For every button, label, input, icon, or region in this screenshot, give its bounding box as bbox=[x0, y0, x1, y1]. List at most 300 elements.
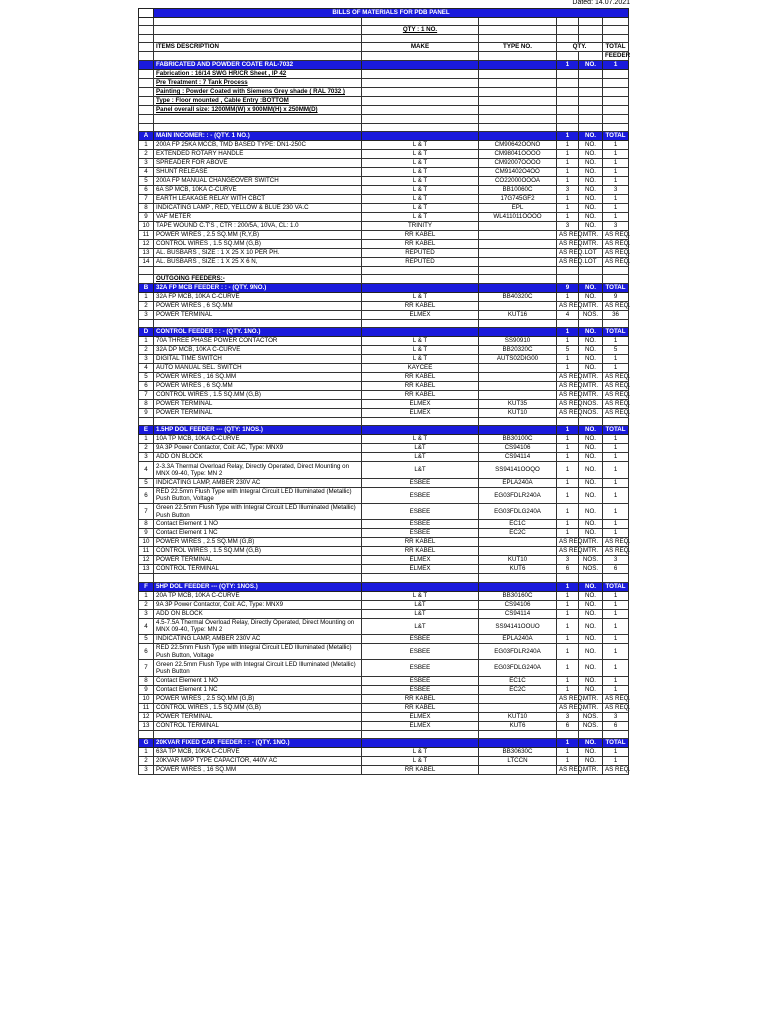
row-unit: NO. bbox=[579, 591, 603, 600]
row-type: WL411011OOOO bbox=[479, 212, 557, 221]
row-type: KUT35 bbox=[479, 400, 557, 409]
row-unit: MTR. bbox=[579, 538, 603, 547]
row-type bbox=[479, 301, 557, 310]
row-type bbox=[479, 257, 557, 266]
blank-cell bbox=[362, 52, 479, 61]
blank-cell bbox=[154, 115, 362, 123]
blank-cell bbox=[362, 79, 479, 88]
row-description: 9A 3P Power Contactor, Coil: AC, Type: MNX9 bbox=[154, 600, 362, 609]
blank-cell bbox=[154, 574, 362, 582]
table-row bbox=[139, 538, 629, 547]
table-row bbox=[139, 167, 629, 176]
row-unit: NO. bbox=[579, 478, 603, 487]
blank-cell bbox=[557, 70, 579, 79]
row-total: 1 bbox=[603, 203, 629, 212]
blank-cell bbox=[154, 266, 362, 274]
row-total: 1 bbox=[603, 487, 629, 503]
table-row bbox=[139, 382, 629, 391]
blank-cell bbox=[579, 266, 603, 274]
outgoing-label: OUTGOING FEEDERS:- bbox=[154, 274, 362, 283]
blank-cell bbox=[603, 88, 629, 97]
row-make: L & T bbox=[362, 591, 479, 600]
table-row bbox=[139, 203, 629, 212]
row-make: ELMEX bbox=[362, 721, 479, 730]
section-unit: NO. bbox=[579, 328, 603, 337]
row-description: POWER WIRES , 6 SQ.MM bbox=[154, 301, 362, 310]
section-unit: NO. bbox=[579, 283, 603, 292]
blank-row bbox=[139, 18, 629, 26]
header-feeder: FEEDER bbox=[603, 52, 629, 61]
row-qty: AS REQ. bbox=[557, 409, 579, 418]
blank-cell bbox=[362, 730, 479, 738]
row-type: EG03FDLG240A bbox=[479, 504, 557, 520]
section-title: MAIN INCOMER: : - (QTY. 1 NO.) bbox=[154, 131, 362, 140]
fabrication-line: Pre Treatment : 7 Tank Process bbox=[154, 79, 362, 88]
blank-cell bbox=[362, 18, 479, 26]
row-qty: 1 bbox=[557, 149, 579, 158]
section-qty: 1 bbox=[557, 582, 579, 591]
row-sn: 4 bbox=[139, 462, 154, 478]
row-sn: 5 bbox=[139, 635, 154, 644]
row-qty: AS REQ. bbox=[557, 547, 579, 556]
row-unit: NO. bbox=[579, 203, 603, 212]
row-make: L&T bbox=[362, 444, 479, 453]
row-qty: 1 bbox=[557, 212, 579, 221]
row-sn: 2 bbox=[139, 600, 154, 609]
row-sn: 1 bbox=[139, 591, 154, 600]
row-qty: AS REQ. bbox=[557, 538, 579, 547]
blank-cell bbox=[603, 18, 629, 26]
row-type bbox=[479, 373, 557, 382]
fabrication-line-row bbox=[139, 106, 629, 115]
blank-cell bbox=[579, 106, 603, 115]
row-description: ADD ON BLOCK bbox=[154, 609, 362, 618]
row-qty: 1 bbox=[557, 355, 579, 364]
blank-cell bbox=[362, 328, 479, 337]
row-total: 3 bbox=[603, 221, 629, 230]
row-total: 1 bbox=[603, 453, 629, 462]
row-make: L & T bbox=[362, 435, 479, 444]
row-description: POWER TERMINAL bbox=[154, 409, 362, 418]
row-unit: NO. bbox=[579, 748, 603, 757]
blank-cell bbox=[579, 574, 603, 582]
row-qty: 1 bbox=[557, 453, 579, 462]
row-make: TRINITY bbox=[362, 221, 479, 230]
row-sn: 3 bbox=[139, 453, 154, 462]
row-make: ELMEX bbox=[362, 400, 479, 409]
section-total: TOTAL bbox=[603, 426, 629, 435]
blank-cell bbox=[579, 97, 603, 106]
row-unit: NO. bbox=[579, 635, 603, 644]
row-total: AS REQ. bbox=[603, 239, 629, 248]
header-row-2 bbox=[139, 52, 629, 61]
row-make: ESBEE bbox=[362, 676, 479, 685]
blank-cell bbox=[579, 26, 603, 35]
section-header-row bbox=[139, 283, 629, 292]
blank-cell bbox=[603, 26, 629, 35]
table-row bbox=[139, 609, 629, 618]
row-unit: NO. bbox=[579, 504, 603, 520]
header-make: MAKE bbox=[362, 43, 479, 52]
row-make: RR KABEL bbox=[362, 230, 479, 239]
table-row bbox=[139, 504, 629, 520]
row-make: RR KABEL bbox=[362, 538, 479, 547]
blank-cell bbox=[139, 274, 154, 283]
row-make: L & T bbox=[362, 176, 479, 185]
row-description: 32A DP MCB, 10KA C-CURVE bbox=[154, 346, 362, 355]
blank-cell bbox=[154, 319, 362, 327]
blank-cell bbox=[362, 574, 479, 582]
row-sn: 5 bbox=[139, 373, 154, 382]
table-row bbox=[139, 248, 629, 257]
blank-cell bbox=[479, 283, 557, 292]
row-type: KUT10 bbox=[479, 712, 557, 721]
fabrication-unit: NO. bbox=[579, 61, 603, 70]
blank-cell bbox=[603, 79, 629, 88]
table-row bbox=[139, 600, 629, 609]
row-sn: 2 bbox=[139, 444, 154, 453]
section-total: TOTAL bbox=[603, 328, 629, 337]
row-type: EC1C bbox=[479, 676, 557, 685]
blank-cell bbox=[479, 115, 557, 123]
row-description: 20A TP MCB, 10KA C-CURVE bbox=[154, 591, 362, 600]
table-row bbox=[139, 694, 629, 703]
table-row bbox=[139, 556, 629, 565]
row-make: ESBEE bbox=[362, 504, 479, 520]
section-qty: 1 bbox=[557, 426, 579, 435]
section-total: TOTAL bbox=[603, 283, 629, 292]
row-qty: 1 bbox=[557, 609, 579, 618]
row-total: AS REQ. bbox=[603, 391, 629, 400]
row-unit: NO. bbox=[579, 529, 603, 538]
row-type bbox=[479, 239, 557, 248]
table-row bbox=[139, 703, 629, 712]
blank-cell bbox=[479, 61, 557, 70]
row-total: 1 bbox=[603, 444, 629, 453]
outgoing-row bbox=[139, 274, 629, 283]
table-row bbox=[139, 487, 629, 503]
row-type bbox=[479, 230, 557, 239]
row-make: ESBEE bbox=[362, 644, 479, 660]
blank-cell bbox=[139, 70, 154, 79]
row-type: KUT10 bbox=[479, 556, 557, 565]
fabrication-line-row bbox=[139, 79, 629, 88]
table-row bbox=[139, 257, 629, 266]
blank-cell bbox=[557, 574, 579, 582]
row-type: BB30100C bbox=[479, 435, 557, 444]
row-sn: 7 bbox=[139, 660, 154, 676]
table-row bbox=[139, 230, 629, 239]
table-row bbox=[139, 676, 629, 685]
section-qty: 9 bbox=[557, 283, 579, 292]
row-description: 70A THREE PHASE POWER CONTACTOR bbox=[154, 337, 362, 346]
fabrication-total: 1 bbox=[603, 61, 629, 70]
blank-cell bbox=[479, 131, 557, 140]
row-type: BB30160C bbox=[479, 591, 557, 600]
row-total: 1 bbox=[603, 337, 629, 346]
row-description: CONTROL TERMINAL bbox=[154, 565, 362, 574]
blank-cell bbox=[479, 274, 557, 283]
blank-cell bbox=[154, 18, 362, 26]
row-qty: 1 bbox=[557, 757, 579, 766]
row-make: L&T bbox=[362, 609, 479, 618]
row-sn: 3 bbox=[139, 310, 154, 319]
section-header-row bbox=[139, 328, 629, 337]
row-type: CM92007OOOO bbox=[479, 158, 557, 167]
dated-label: Dated: 14.07.2021 bbox=[572, 0, 630, 6]
table-row bbox=[139, 660, 629, 676]
row-qty: 1 bbox=[557, 478, 579, 487]
row-unit: MTR. bbox=[579, 766, 603, 775]
row-qty: AS REQ. bbox=[557, 400, 579, 409]
blank-cell bbox=[479, 70, 557, 79]
row-sn: 14 bbox=[139, 257, 154, 266]
row-sn: 6 bbox=[139, 382, 154, 391]
row-sn: 8 bbox=[139, 676, 154, 685]
blank-cell bbox=[479, 97, 557, 106]
row-type bbox=[479, 248, 557, 257]
row-unit: NOS. bbox=[579, 400, 603, 409]
row-type: CM90642OONO bbox=[479, 140, 557, 149]
row-description: POWER WIRES , 16 SQ.MM bbox=[154, 373, 362, 382]
row-type: CM91402O4OO bbox=[479, 167, 557, 176]
row-description: CONTROL WIRES , 1.5 SQ.MM (G,B) bbox=[154, 239, 362, 248]
row-sn: 9 bbox=[139, 529, 154, 538]
row-type bbox=[479, 766, 557, 775]
blank-cell bbox=[479, 574, 557, 582]
row-unit: NO. bbox=[579, 346, 603, 355]
row-unit: NO. bbox=[579, 600, 603, 609]
row-qty: AS REQ. bbox=[557, 301, 579, 310]
fabrication-line: Fabrication : 16/14 SWG HR/CR Sheet , IP 42 bbox=[154, 70, 362, 79]
blank-cell bbox=[579, 88, 603, 97]
blank-cell bbox=[557, 266, 579, 274]
table-row bbox=[139, 409, 629, 418]
header-total: TOTAL bbox=[603, 43, 629, 52]
blank-cell bbox=[557, 52, 579, 61]
row-qty: 1 bbox=[557, 660, 579, 676]
row-total: 1 bbox=[603, 609, 629, 618]
blank-cell bbox=[557, 274, 579, 283]
row-qty: AS REQ. bbox=[557, 230, 579, 239]
blank-cell bbox=[362, 131, 479, 140]
blank-cell bbox=[139, 266, 154, 274]
row-unit: NO. bbox=[579, 212, 603, 221]
row-qty: 1 bbox=[557, 520, 579, 529]
blank-cell bbox=[479, 35, 557, 43]
blank-cell bbox=[139, 319, 154, 327]
row-unit: NO. bbox=[579, 149, 603, 158]
row-make: ELMEX bbox=[362, 310, 479, 319]
row-type: EC2C bbox=[479, 529, 557, 538]
table-row bbox=[139, 194, 629, 203]
section-title: CONTROL FEEDER : : - (QTY. 1NO.) bbox=[154, 328, 362, 337]
table-row bbox=[139, 529, 629, 538]
row-make: RR KABEL bbox=[362, 373, 479, 382]
row-type: EG03FDLR240A bbox=[479, 487, 557, 503]
row-description: POWER WIRES , 2.5 SQ.MM (G,B) bbox=[154, 694, 362, 703]
row-description: RED 22.5mm Flush Type with Integral Circuit LED Illuminated (Metallic) Push Button, Voltage bbox=[154, 487, 362, 503]
row-type: KUT6 bbox=[479, 565, 557, 574]
row-description: Contact Element 1 NO bbox=[154, 676, 362, 685]
row-unit: MTR. bbox=[579, 373, 603, 382]
row-qty: 1 bbox=[557, 194, 579, 203]
blank-cell bbox=[603, 106, 629, 115]
row-total: AS REQ. bbox=[603, 694, 629, 703]
row-description: ADD ON BLOCK bbox=[154, 453, 362, 462]
row-sn: 12 bbox=[139, 556, 154, 565]
row-sn: 11 bbox=[139, 230, 154, 239]
blank-cell bbox=[154, 26, 362, 35]
table-row bbox=[139, 185, 629, 194]
row-sn: 1 bbox=[139, 435, 154, 444]
row-qty: 1 bbox=[557, 140, 579, 149]
row-make: L & T bbox=[362, 212, 479, 221]
blank-cell bbox=[603, 418, 629, 426]
section-letter: G bbox=[139, 739, 154, 748]
blank-cell bbox=[579, 79, 603, 88]
row-unit: MTR. bbox=[579, 694, 603, 703]
blank-cell bbox=[603, 266, 629, 274]
row-unit: NO. bbox=[579, 364, 603, 373]
table-row bbox=[139, 685, 629, 694]
row-type bbox=[479, 547, 557, 556]
section-qty: 1 bbox=[557, 739, 579, 748]
row-qty: 1 bbox=[557, 618, 579, 634]
section-title: 1.5HP DOL FEEDER --- (QTY: 1NOS.) bbox=[154, 426, 362, 435]
row-description: 200A FP MANUAL CHANGEOVER SWITCH bbox=[154, 176, 362, 185]
blank-cell bbox=[139, 18, 154, 26]
row-make: ELMEX bbox=[362, 565, 479, 574]
row-total: 1 bbox=[603, 748, 629, 757]
row-sn: 1 bbox=[139, 748, 154, 757]
row-sn: 1 bbox=[139, 140, 154, 149]
row-make: ELMEX bbox=[362, 556, 479, 565]
row-type: AUTS02DIG00 bbox=[479, 355, 557, 364]
table-row bbox=[139, 364, 629, 373]
blank-cell bbox=[479, 426, 557, 435]
row-total: 1 bbox=[603, 364, 629, 373]
row-unit: MTR. bbox=[579, 301, 603, 310]
blank-cell bbox=[139, 115, 154, 123]
row-make: ELMEX bbox=[362, 409, 479, 418]
blank-cell bbox=[579, 18, 603, 26]
row-sn: 9 bbox=[139, 685, 154, 694]
blank-cell bbox=[557, 88, 579, 97]
table-row bbox=[139, 373, 629, 382]
row-description: INDICATING LAMP, AMBER 230V AC bbox=[154, 635, 362, 644]
row-type: EC1C bbox=[479, 520, 557, 529]
row-unit: MTR. bbox=[579, 391, 603, 400]
row-sn: 10 bbox=[139, 538, 154, 547]
table-row bbox=[139, 757, 629, 766]
row-description: SPREADER FOR ABOVE bbox=[154, 158, 362, 167]
blank-cell bbox=[139, 418, 154, 426]
row-sn: 2 bbox=[139, 346, 154, 355]
blank-cell bbox=[362, 106, 479, 115]
row-make: ESBEE bbox=[362, 487, 479, 503]
row-type: BB20320C bbox=[479, 346, 557, 355]
section-unit: NO. bbox=[579, 739, 603, 748]
row-make: RR KABEL bbox=[362, 382, 479, 391]
row-type: BB10060C bbox=[479, 185, 557, 194]
blank-row bbox=[139, 123, 629, 131]
row-unit: NO. bbox=[579, 292, 603, 301]
row-unit: NOS. bbox=[579, 721, 603, 730]
row-total: 5 bbox=[603, 346, 629, 355]
row-type bbox=[479, 364, 557, 373]
section-title: 32A FP MCB FEEDER : : - (QTY. 9NO.) bbox=[154, 283, 362, 292]
blank-cell bbox=[362, 319, 479, 327]
blank-cell bbox=[139, 730, 154, 738]
row-total: 1 bbox=[603, 158, 629, 167]
row-qty: 1 bbox=[557, 203, 579, 212]
row-description: POWER TERMINAL bbox=[154, 400, 362, 409]
row-unit: MTR. bbox=[579, 382, 603, 391]
table-row bbox=[139, 301, 629, 310]
blank-cell bbox=[362, 70, 479, 79]
row-description: POWER WIRES , 16 SQ.MM bbox=[154, 766, 362, 775]
row-total: 1 bbox=[603, 462, 629, 478]
row-sn: 9 bbox=[139, 409, 154, 418]
row-make: L & T bbox=[362, 194, 479, 203]
section-header-row bbox=[139, 426, 629, 435]
row-total: 1 bbox=[603, 591, 629, 600]
blank-cell bbox=[479, 18, 557, 26]
row-total: AS REQ. bbox=[603, 538, 629, 547]
row-sn: 8 bbox=[139, 400, 154, 409]
row-qty: 1 bbox=[557, 292, 579, 301]
row-qty: AS REQ. bbox=[557, 257, 579, 266]
row-description: POWER TERMINAL bbox=[154, 310, 362, 319]
fabrication-line-row bbox=[139, 97, 629, 106]
row-make: KAYCEE bbox=[362, 364, 479, 373]
section-header-row bbox=[139, 739, 629, 748]
row-sn: 4 bbox=[139, 618, 154, 634]
row-qty: 1 bbox=[557, 487, 579, 503]
blank-cell bbox=[603, 319, 629, 327]
blank-cell bbox=[362, 739, 479, 748]
row-total: 1 bbox=[603, 149, 629, 158]
row-description: EARTH LEAKAGE RELAY WITH CBCT bbox=[154, 194, 362, 203]
table-row bbox=[139, 547, 629, 556]
blank-cell bbox=[603, 115, 629, 123]
row-make: RR KABEL bbox=[362, 301, 479, 310]
row-sn: 9 bbox=[139, 212, 154, 221]
row-sn: 4 bbox=[139, 364, 154, 373]
row-qty: AS REQ. bbox=[557, 382, 579, 391]
row-qty: 1 bbox=[557, 748, 579, 757]
title-row bbox=[139, 9, 629, 18]
blank-cell bbox=[154, 35, 362, 43]
row-unit: NO. bbox=[579, 194, 603, 203]
row-type: LTCCN bbox=[479, 757, 557, 766]
row-qty: 3 bbox=[557, 221, 579, 230]
row-total: 36 bbox=[603, 310, 629, 319]
table-row bbox=[139, 618, 629, 634]
row-total: 1 bbox=[603, 635, 629, 644]
row-total: AS REQ. bbox=[603, 373, 629, 382]
blank-cell bbox=[362, 266, 479, 274]
row-make: L & T bbox=[362, 346, 479, 355]
row-make: ESBEE bbox=[362, 685, 479, 694]
table-row bbox=[139, 766, 629, 775]
blank-cell bbox=[362, 115, 479, 123]
table-row bbox=[139, 149, 629, 158]
row-total: 1 bbox=[603, 167, 629, 176]
blank-cell bbox=[557, 115, 579, 123]
row-unit: MTR. bbox=[579, 239, 603, 248]
